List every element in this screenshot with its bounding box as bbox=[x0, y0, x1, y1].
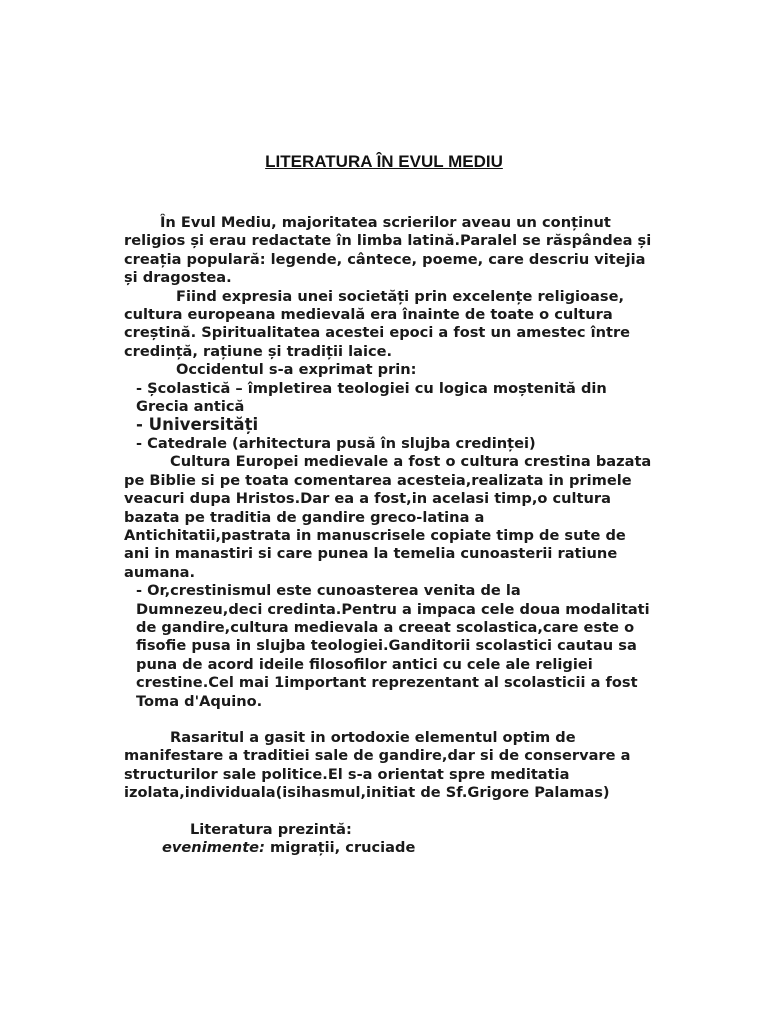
spacer bbox=[124, 711, 652, 729]
spacer bbox=[124, 803, 652, 821]
paragraph-society: Fiind expresia unei societăți prin excelențe religioase, cultura europeana medievală era înainte de toate o cultura creștină. Spiritualitatea acestei epoci a fost un amestec între credință, rațiune și tradiții laice. bbox=[124, 287, 631, 360]
paragraph-intro: În Evul Mediu, majoritatea scrierilor aveau un conținut religios și erau redactate în limba latină.Paralel se răspândea și creația populară: legende, cântece, poeme, care descriu vitejia și dragostea. bbox=[124, 214, 652, 287]
bullet-scolastica: - Școlastică – împletirea teologiei cu logica moștenită din Grecia antică bbox=[136, 379, 607, 416]
literature-events bbox=[124, 839, 652, 857]
paragraph-east: Rasaritul a gasit in ortodoxie elementul optim de manifestare a traditiei sale de gandire,dar si de conservare a structurilor sale politice.El s-a orientat spre meditatia izolata,individuala(isihasmul,initiat de Sf.Grigore Palamas) bbox=[124, 728, 631, 802]
occident-intro: Occidentul s-a exprimat prin: bbox=[176, 361, 417, 379]
events-label: evenimente: bbox=[162, 839, 265, 856]
paragraph-christianity: - Or,crestinismul este cunoasterea venita de la Dumnezeu,deci credinta.Pentru a impaca cele doua modalitati de gandire,cultura medievala a creeat scolastica,care este o fisofie pusa in slujba teologiei.Ganditorii scolastici cautau sa puna de acord ideile filosofilor antici cu cele ale religiei crestine.Cel mai 1important reprezentant al scolasticii a fost Toma d'Aquino. bbox=[136, 582, 650, 710]
bullet-catedrale: - Catedrale (arhitectura pusă în slujba credinței) bbox=[136, 434, 536, 452]
document-title: LITERATURA ÎN EVUL MEDIU bbox=[265, 152, 503, 171]
events-value: migrații, cruciade bbox=[264, 839, 416, 856]
document-body bbox=[124, 214, 652, 857]
paragraph-culture: Cultura Europei medievale a fost o cultura crestina bazata pe Biblie si pe toata comentarea acesteia,realizata in primele veacuri dupa Hristos.Dar ea a fost,in acelasi timp,o cultura bazata pe traditia de gandire greco-latina a Antichitatii,pastrata in manuscrisele copiate timp de sute de ani in manastiri si care punea la temelia cunoasterii ratiune aumana. bbox=[124, 453, 652, 581]
literature-heading: Literatura prezintă: bbox=[190, 820, 352, 838]
bullet-universitati: - Universități bbox=[136, 415, 259, 435]
